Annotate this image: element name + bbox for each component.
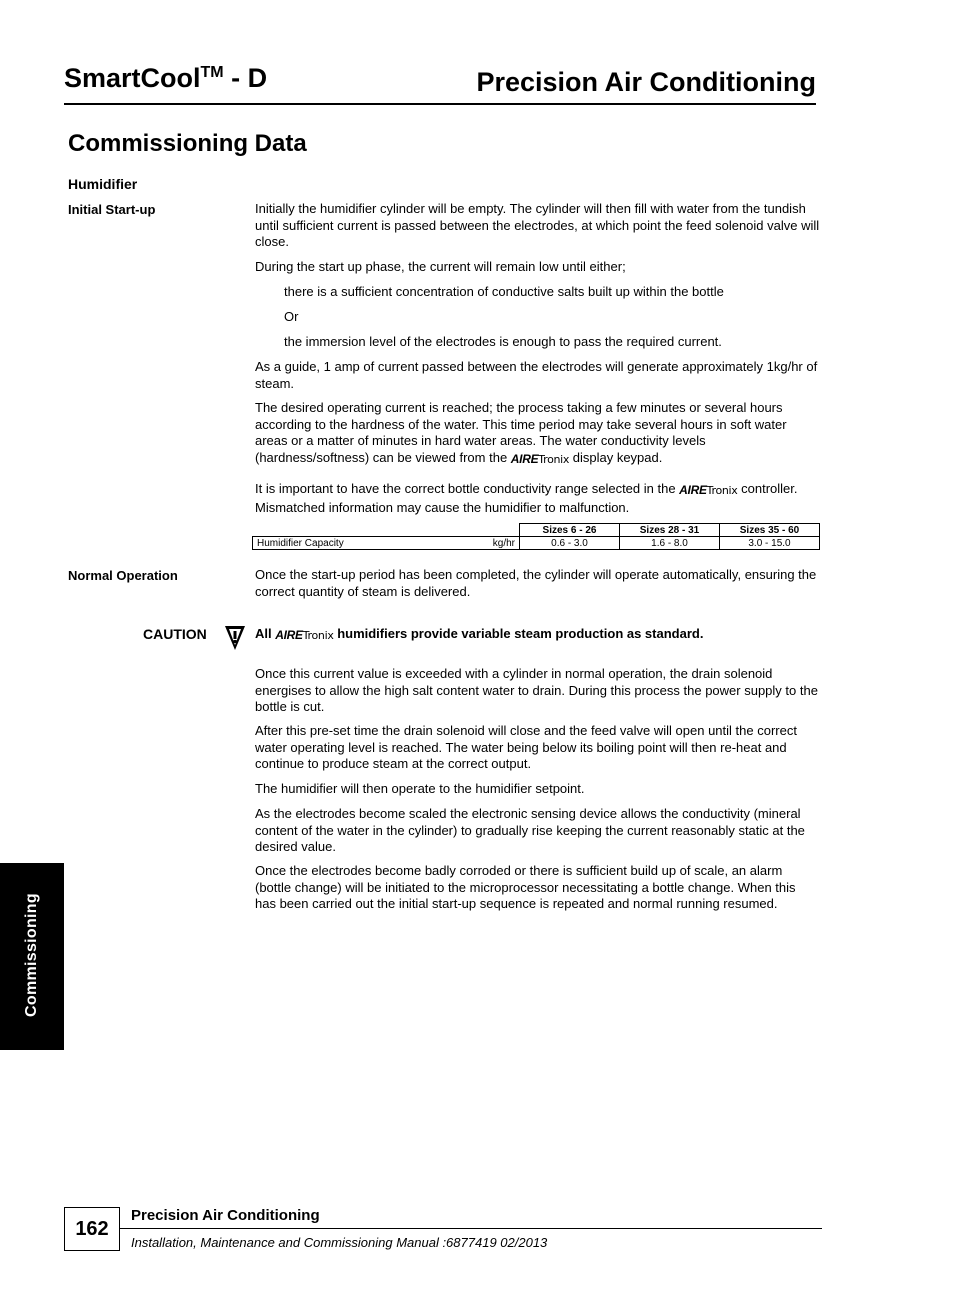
header-divider [64, 103, 816, 105]
airetronix-logo [679, 482, 737, 500]
table-header-cell: Sizes 6 - 26 [520, 524, 620, 537]
normal-paragraph-1: Once the start-up period has been completed, the cylinder will operate automatically, ensuring the correct quantity of steam is delivered. [255, 567, 817, 599]
logo-aire: AIRE [679, 483, 707, 497]
caution-label: CAUTION [143, 626, 207, 642]
startup-condition-2: the immersion level of the electrodes is enough to pass the required current. [284, 334, 722, 349]
side-tab-label: Commissioning [23, 893, 40, 1017]
caution-text-tail: humidifiers provide variable steam production as standard. [333, 626, 704, 641]
startup-paragraph-1: Initially the humidifier cylinder will be empty. The cylinder will then fill with water from the tundish until sufficient current is passed between the electrodes, at which point the feed solenoid valve will close. [255, 201, 820, 249]
table-header-row [253, 524, 820, 537]
startup-paragraph-3: As a guide, 1 amp of current passed between the electrodes will generate approximately 1kg/hr of steam. [255, 359, 818, 391]
startup-paragraph-4 [255, 400, 820, 468]
normal-paragraph-5: As the electrodes become scaled the electronic sensing device allows the conductivity (mineral content of the water in the cylinder) to gradually rise keeping the current reasonably static at the desired value. [255, 806, 805, 854]
row-unit: kg/hr [461, 537, 520, 550]
table-cell: 0.6 - 3.0 [520, 537, 620, 550]
logo-aire: AIRE [510, 451, 539, 466]
normal-paragraph-2: Once this current value is exceeded with a cylinder in normal operation, the drain solenoid energises to allow the high salt content water to drain. During this process the power supply to the bottle is cut. [255, 666, 818, 714]
footer-manual-reference: Installation, Maintenance and Commissioning Manual :6877419 02/2013 [131, 1235, 548, 1250]
normal-paragraph-4: The humidifier will then operate to the humidifier setpoint. [255, 781, 585, 796]
startup-paragraph-2: During the start up phase, the current will remain low until either; [255, 259, 626, 274]
airetronix-logo [275, 627, 333, 645]
row-label: Humidifier Capacity [253, 537, 462, 550]
caution-triangle-icon [224, 625, 246, 656]
logo-tronix: Tronix [302, 629, 334, 642]
product-variant: - D [223, 63, 268, 93]
startup-condition-or: Or [284, 309, 299, 324]
table-header-cell: Sizes 28 - 31 [620, 524, 720, 537]
caution-text [255, 626, 820, 645]
normal-paragraph-3: After this pre-set time the drain solenoid will close and the feed valve will open until the correct water operating level is reached. The water being below its boiling point will then re-heat and continue to produce steam at the correct output. [255, 723, 797, 771]
airetronix-logo [511, 451, 569, 469]
table-cell: 3.0 - 15.0 [720, 537, 820, 550]
table-cell: 1.6 - 8.0 [620, 537, 720, 550]
startup-p4-tail: display keypad. [569, 449, 663, 465]
normal-paragraph-6: Once the electrodes become badly corroded or there is sufficient build up of scale, an alarm (bottle change) will be initiated to the microprocessor necessitating a bottle change. When this has been carried out the initial start-up sequence is repeated and normal running resumed. [255, 863, 796, 911]
section-title: Commissioning Data [68, 130, 307, 157]
document-title: Precision Air Conditioning [476, 67, 816, 97]
subsection-title: Humidifier [68, 176, 138, 192]
table-corner [253, 524, 520, 537]
humidifier-capacity-table [252, 523, 820, 550]
logo-tronix: Tronix [538, 452, 570, 466]
logo-aire: AIRE [275, 628, 303, 642]
footer-title: Precision Air Conditioning [131, 1207, 320, 1224]
table-row [253, 537, 820, 550]
product-title [64, 62, 267, 94]
page-number: 162 [64, 1207, 120, 1251]
normal-operation-label: Normal Operation [68, 568, 178, 583]
startup-condition-1: there is a sufficient concentration of conductive salts built up within the bottle [284, 284, 724, 299]
caution-text-lead: All [255, 626, 276, 641]
logo-tronix: Tronix [706, 484, 738, 497]
table-header-cell: Sizes 35 - 60 [720, 524, 820, 537]
startup-paragraph-5 [255, 481, 820, 516]
startup-p5-tail: controller. Mismatched information may cause the humidifier to malfunction. [255, 481, 798, 515]
initial-startup-label: Initial Start-up [68, 202, 156, 217]
startup-p4-text: The desired operating current is reached; the process taking a few minutes or several hours according to the hardness of the water. This time period may take several hours in soft water areas or a matter of minutes in hard water areas. The water conductivity levels (hardness/softness) can be viewed from the [255, 400, 787, 465]
trademark-mark: TM [200, 64, 224, 81]
footer-divider [120, 1228, 822, 1229]
startup-p5-text: It is important to have the correct bottle conductivity range selected in the [255, 481, 680, 496]
product-name: SmartCool [64, 63, 201, 93]
